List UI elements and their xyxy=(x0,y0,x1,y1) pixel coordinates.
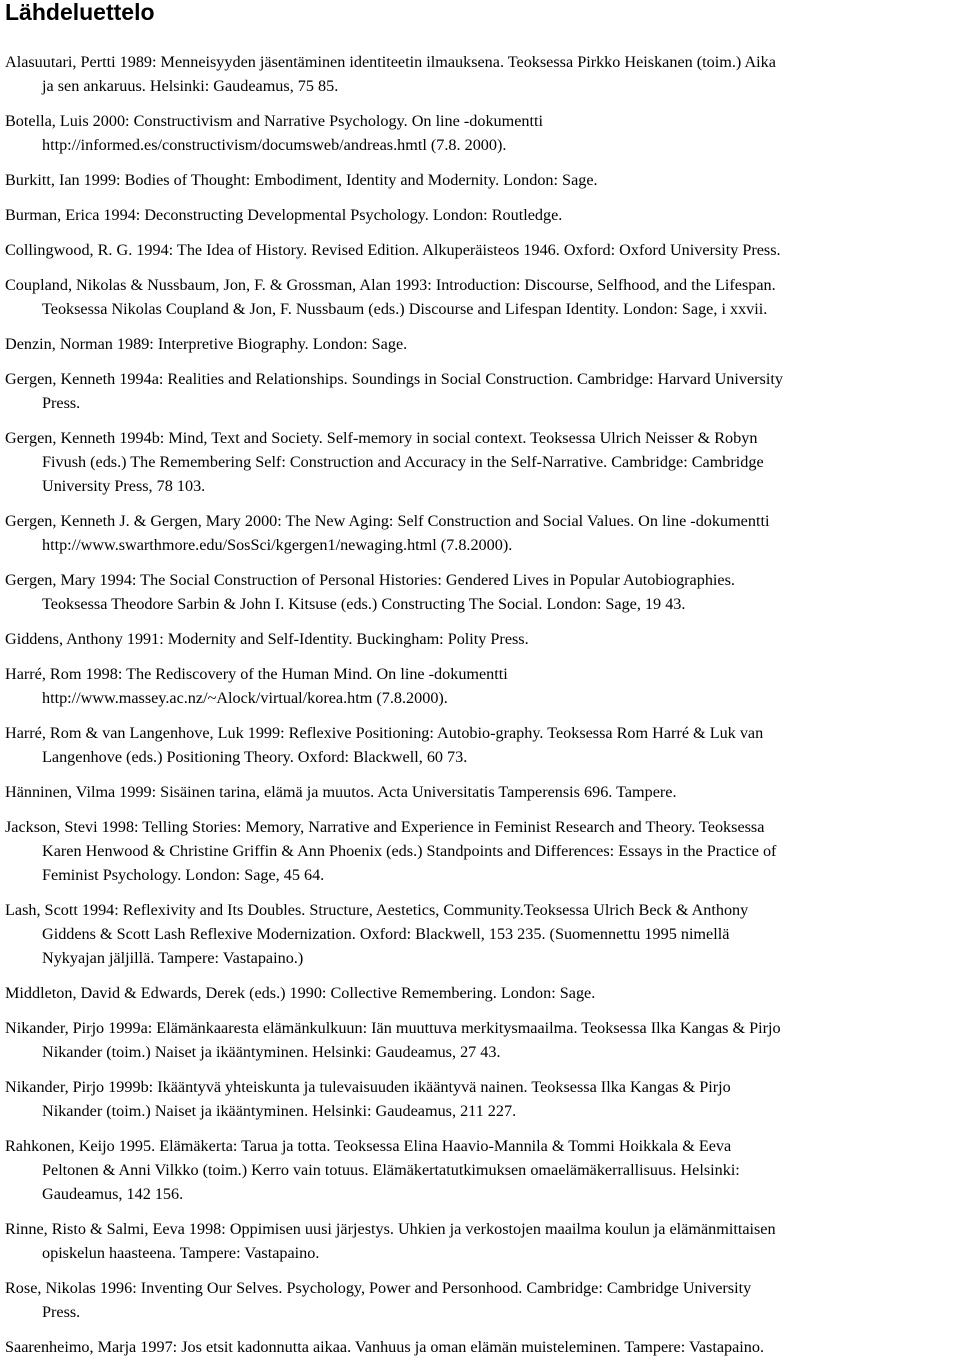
reference-line: opiskelun haasteena. Tampere: Vastapaino. xyxy=(42,1244,320,1262)
reference-entry xyxy=(5,367,955,415)
reference-entry xyxy=(5,238,955,262)
reference-entry xyxy=(5,109,955,157)
reference-line: http://informed.es/constructivism/documsweb/andreas.hmtl (7.8. 2000). xyxy=(42,136,507,154)
reference-line: Coupland, Nikolas & Nussbaum, Jon, F. & Grossman, Alan 1993: Introduction: Discourse, Selfhood, and the Lifespan. xyxy=(5,276,776,294)
reference-line: Gergen, Kenneth 1994b: Mind, Text and Society. Self-memory in social context. Teoksessa Ulrich Neisser & Robyn xyxy=(5,429,758,447)
reference-entry xyxy=(5,1016,955,1064)
reference-line: http://www.massey.ac.nz/~Alock/virtual/korea.htm (7.8.2000). xyxy=(42,689,448,707)
reference-line: Rahkonen, Keijo 1995. Elämäkerta: Tarua ja totta. Teoksessa Elina Haavio-Mannila & Tommi Hoikkala & Eeva xyxy=(5,1137,732,1155)
reference-entry xyxy=(5,780,955,804)
reference-line: Denzin, Norman 1989: Interpretive Biography. London: Sage. xyxy=(5,335,408,353)
reference-line: Giddens & Scott Lash Reflexive Modernization. Oxford: Blackwell, 153 235. (Suomennettu 1995 nimellä xyxy=(42,925,730,943)
reference-entry xyxy=(5,568,955,616)
reference-entry xyxy=(5,721,955,769)
reference-entry xyxy=(5,1134,955,1206)
reference-entry xyxy=(5,273,955,321)
reference-line: Alasuutari, Pertti 1989: Menneisyyden jäsentäminen identiteetin ilmauksena. Teoksessa Pirkko Heiskanen (toim.) Aika xyxy=(5,53,776,71)
reference-entry xyxy=(5,981,955,1005)
reference-line: Langenhove (eds.) Positioning Theory. Oxford: Blackwell, 60 73. xyxy=(42,748,468,766)
reference-line: Collingwood, R. G. 1994: The Idea of History. Revised Edition. Alkuperäisteos 1946. Oxford: Oxford University Press. xyxy=(5,241,781,259)
reference-line: Fivush (eds.) The Remembering Self: Construction and Accuracy in the Self-Narrative. Cambridge: Cambridge xyxy=(42,453,764,471)
reference-line: Lash, Scott 1994: Reflexivity and Its Doubles. Structure, Aestetics, Community.Teoksessa Ulrich Beck & Anthony xyxy=(5,901,749,919)
reference-entry xyxy=(5,509,955,557)
reference-line: Press. xyxy=(42,394,81,412)
reference-line: Gergen, Kenneth 1994a: Realities and Relationships. Soundings in Social Construction. Cambridge: Harvard University xyxy=(5,370,783,388)
reference-entry xyxy=(5,815,955,887)
reference-line: Feminist Psychology. London: Sage, 45 64. xyxy=(42,866,325,884)
reference-line: Burman, Erica 1994: Deconstructing Developmental Psychology. London: Routledge. xyxy=(5,206,563,224)
reference-line: Giddens, Anthony 1991: Modernity and Self-Identity. Buckingham: Polity Press. xyxy=(5,630,529,648)
reference-line: Teoksessa Theodore Sarbin & John I. Kitsuse (eds.) Constructing The Social. London: Sage, 19 43. xyxy=(42,595,686,613)
reference-line: ja sen ankaruus. Helsinki: Gaudeamus, 75 85. xyxy=(42,77,339,95)
reference-entry xyxy=(5,203,955,227)
reference-line: Peltonen & Anni Vilkko (toim.) Kerro vain totuus. Elämäkertatutkimuksen omaelämäkerrallisuus. Helsinki: xyxy=(42,1161,740,1179)
reference-line: Rinne, Risto & Salmi, Eeva 1998: Oppimisen uusi järjestys. Uhkien ja verkostojen maailma koulun ja elämänmittaisen xyxy=(5,1220,776,1238)
reference-entry xyxy=(5,168,955,192)
reference-line: University Press, 78 103. xyxy=(42,477,206,495)
reference-entry xyxy=(5,627,955,651)
reference-entry xyxy=(5,1075,955,1123)
reference-line: Harré, Rom 1998: The Rediscovery of the Human Mind. On line -dokumentti xyxy=(5,665,508,683)
reference-line: Nikander (toim.) Naiset ja ikääntyminen. Helsinki: Gaudeamus, 27 43. xyxy=(42,1043,501,1061)
page-title: Lähdeluettelo xyxy=(5,0,155,25)
reference-entry xyxy=(5,898,955,970)
reference-line: Burkitt, Ian 1999: Bodies of Thought: Embodiment, Identity and Modernity. London: Sage. xyxy=(5,171,598,189)
reference-line: Gergen, Mary 1994: The Social Construction of Personal Histories: Gendered Lives in Popular Autobiographies. xyxy=(5,571,735,589)
reference-line: Harré, Rom & van Langenhove, Luk 1999: Reflexive Positioning: Autobio-graphy. Teoksessa Rom Harré & Luk van xyxy=(5,724,764,742)
reference-entry xyxy=(5,1335,955,1359)
reference-line: Nykyajan jäljillä. Tampere: Vastapaino.) xyxy=(42,949,304,967)
reference-line: Gergen, Kenneth J. & Gergen, Mary 2000: The New Aging: Self Construction and Social Values. On line -dokumentti xyxy=(5,512,770,530)
reference-line: http://www.swarthmore.edu/SosSci/kgergen1/newaging.html (7.8.2000). xyxy=(42,536,513,554)
reference-entry xyxy=(5,50,955,98)
reference-line: Gaudeamus, 142 156. xyxy=(42,1185,184,1203)
reference-line: Botella, Luis 2000: Constructivism and Narrative Psychology. On line -dokumentti xyxy=(5,112,544,130)
reference-line: Nikander, Pirjo 1999a: Elämänkaaresta elämänkulkuun: Iän muuttuva merkitysmaailma. Teoksessa Ilka Kangas & Pirjo xyxy=(5,1019,781,1037)
reference-line: Jackson, Stevi 1998: Telling Stories: Memory, Narrative and Experience in Feminist Research and Theory. Teoksessa xyxy=(5,818,765,836)
reference-line: Middleton, David & Edwards, Derek (eds.) 1990: Collective Remembering. London: Sage. xyxy=(5,984,596,1002)
reference-line: Karen Henwood & Christine Griffin & Ann Phoenix (eds.) Standpoints and Differences: Essays in the Practice of xyxy=(42,842,777,860)
reference-entry xyxy=(5,662,955,710)
reference-line: Press. xyxy=(42,1303,81,1321)
reference-entry xyxy=(5,1217,955,1265)
reference-entry xyxy=(5,1276,955,1324)
reference-line: Nikander (toim.) Naiset ja ikääntyminen. Helsinki: Gaudeamus, 211 227. xyxy=(42,1102,517,1120)
reference-line: Hänninen, Vilma 1999: Sisäinen tarina, elämä ja muutos. Acta Universitatis Tamperensis 696. Tampere. xyxy=(5,783,677,801)
reference-entry xyxy=(5,332,955,356)
reference-line: Saarenheimo, Marja 1997: Jos etsit kadonnutta aikaa. Vanhuus ja oman elämän muisteleminen. Tampere: Vastapaino. xyxy=(5,1338,765,1356)
reference-line: Teoksessa Nikolas Coupland & Jon, F. Nussbaum (eds.) Discourse and Lifespan Identity. London: Sage, i xxvii. xyxy=(42,300,768,318)
reference-line: Rose, Nikolas 1996: Inventing Our Selves. Psychology, Power and Personhood. Cambridge: Cambridge University xyxy=(5,1279,752,1297)
reference-line: Nikander, Pirjo 1999b: Ikääntyvä yhteiskunta ja tulevaisuuden ikääntyvä nainen. Teoksessa Ilka Kangas & Pirjo xyxy=(5,1078,731,1096)
reference-entry xyxy=(5,426,955,498)
